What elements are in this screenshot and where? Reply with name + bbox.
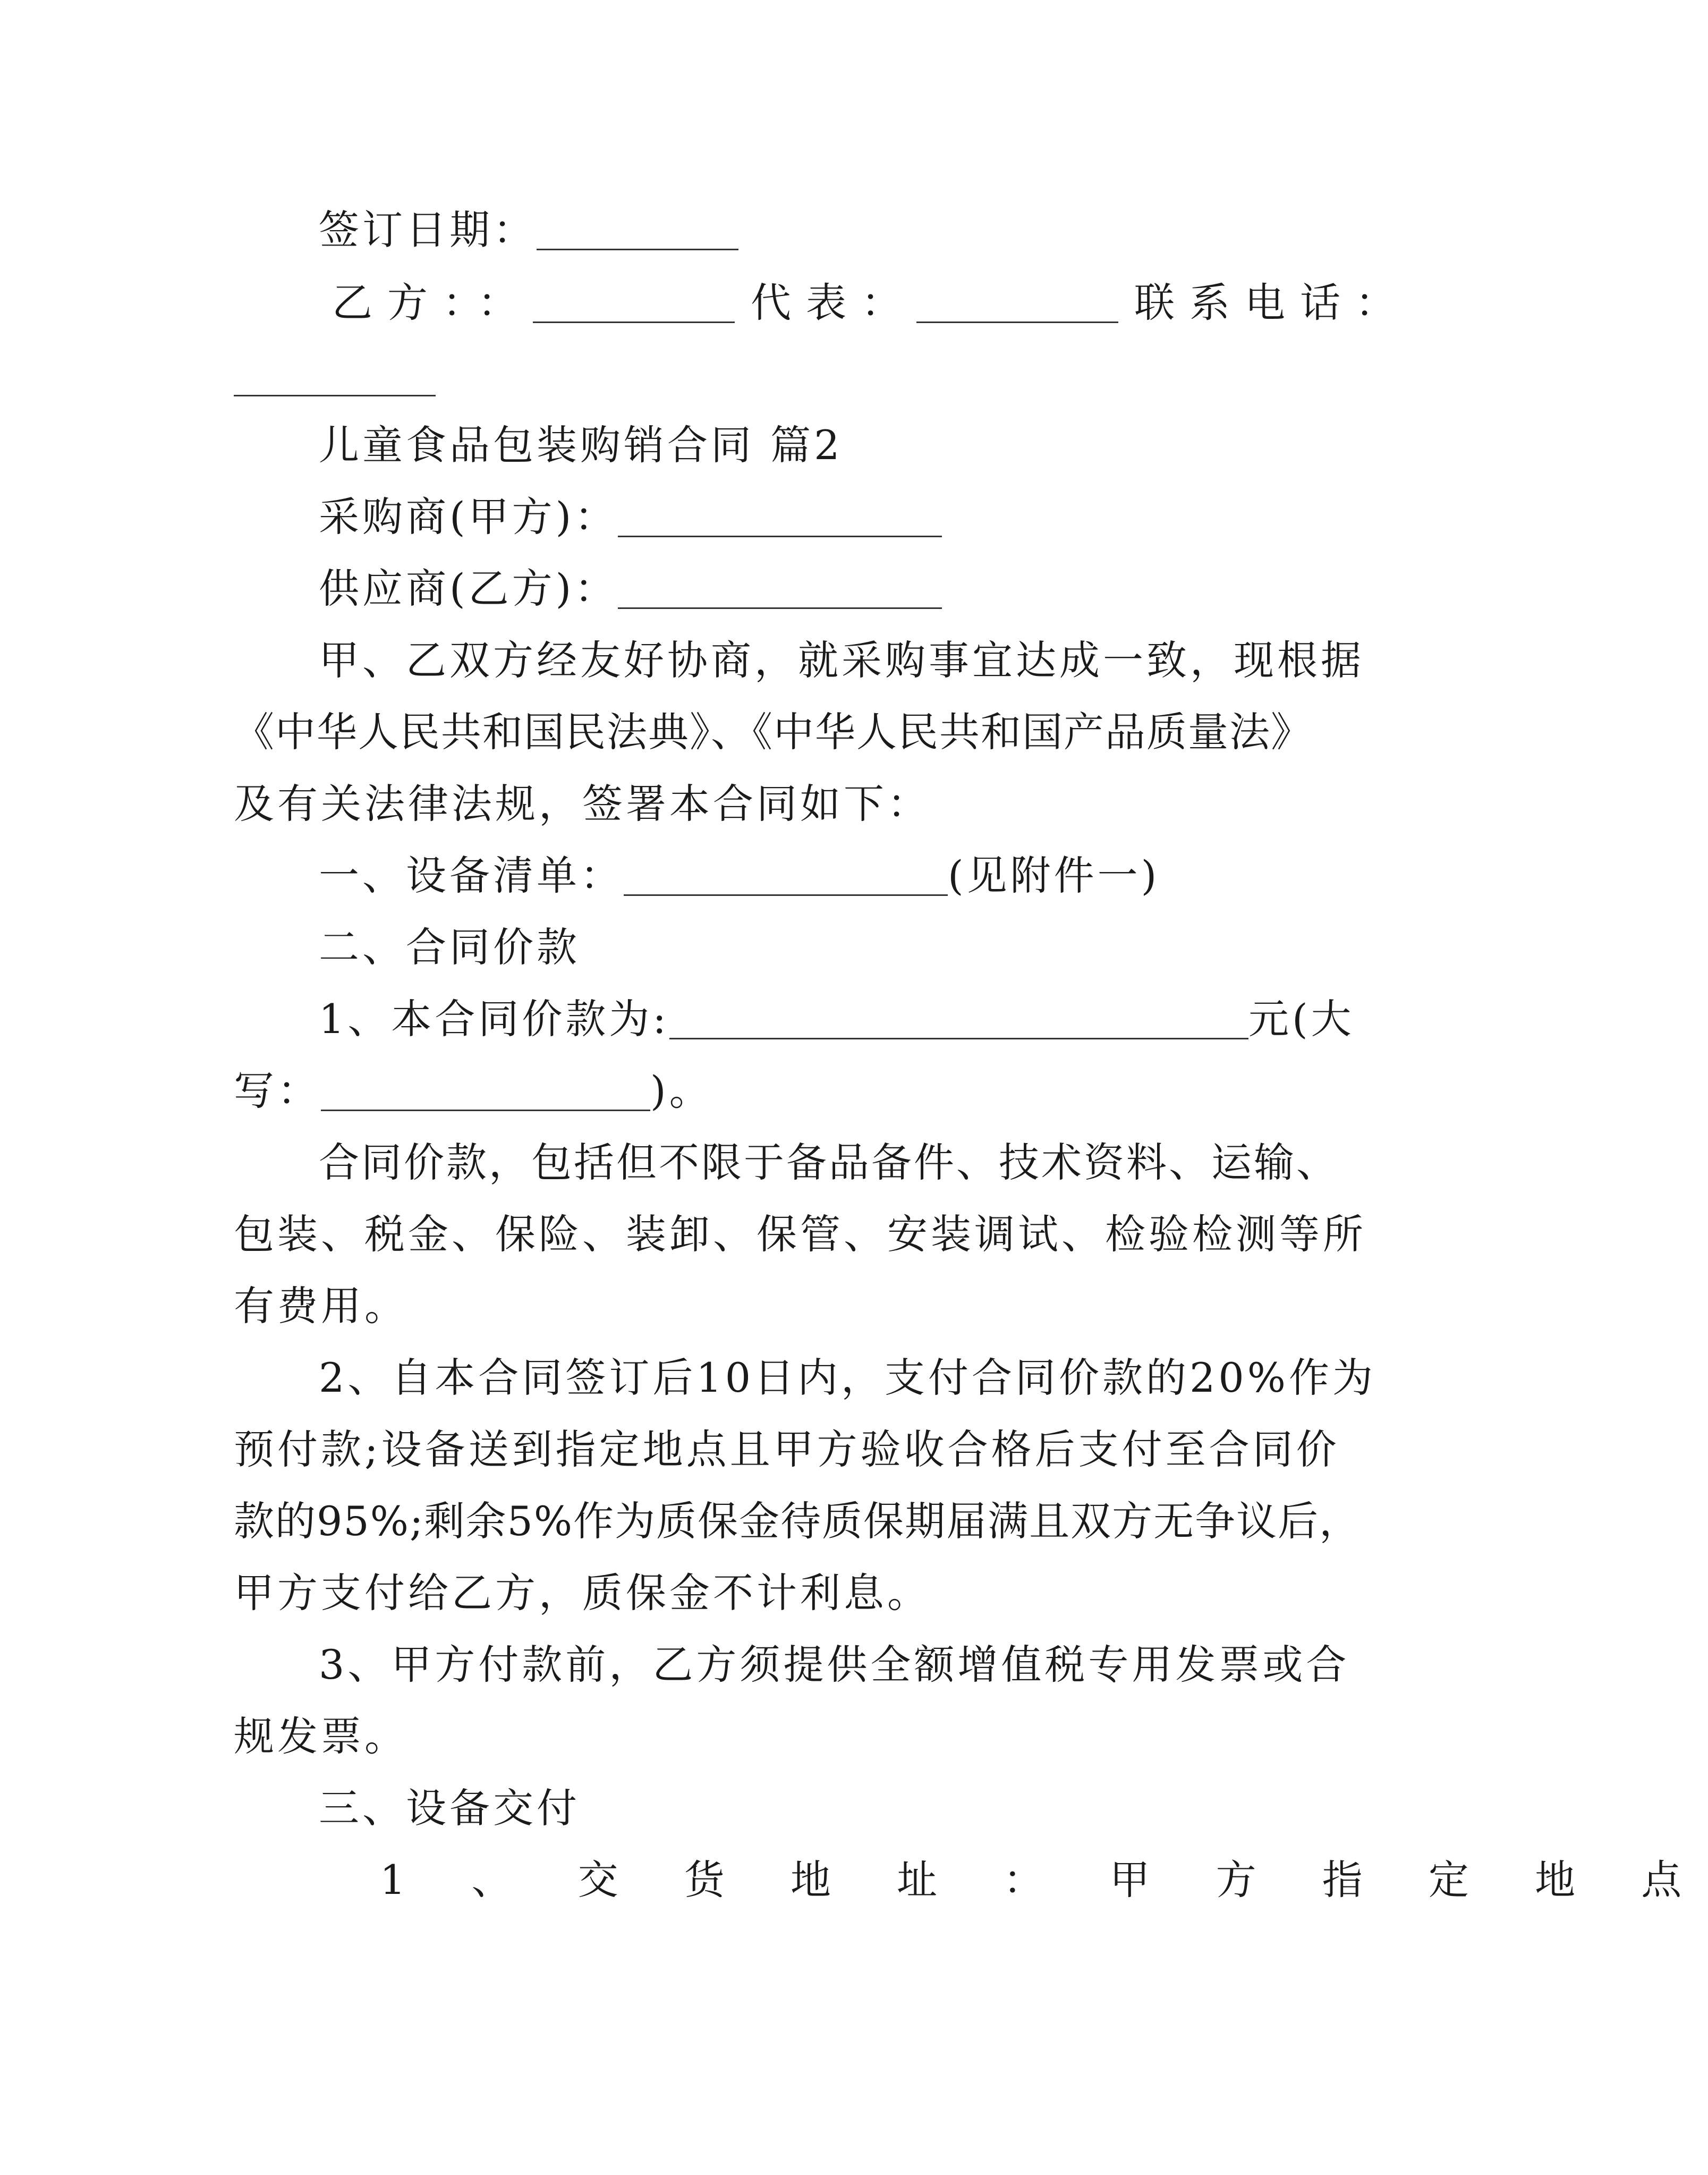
sign-date-blank	[537, 211, 738, 250]
section-1-label: 一、设备清单：	[319, 852, 624, 899]
price-suffix: 元(大	[1248, 995, 1355, 1043]
price-capital-label: 写：	[234, 1067, 321, 1114]
price-scope-line-2: 包装、税金、保险、装卸、保管、安装调试、检验检测等所	[234, 1211, 1366, 1258]
party-b-label: 乙方：：	[332, 279, 533, 326]
section-2-title: 二、合同价款	[319, 924, 580, 971]
price-label: 1、本合同价款为:	[319, 995, 669, 1043]
price-line-2	[234, 1067, 1328, 1114]
party-b-line	[332, 279, 1426, 326]
section-1-suffix: (见附件一)	[948, 852, 1160, 899]
price-capital-blank	[321, 1072, 650, 1111]
section-1-line	[319, 852, 1413, 899]
intro-line-3: 及有关法律法规，签署本合同如下：	[234, 780, 931, 827]
sign-date-label: 签订日期：	[319, 206, 537, 253]
rep-label: 代表：	[751, 279, 916, 326]
intro-line-1: 甲、乙双方经友好协商，就采购事宜达成一致，现根据	[319, 637, 1364, 684]
phone-label: 联系电话：	[1134, 279, 1410, 326]
party-b-blank	[533, 284, 735, 323]
buyer-line	[319, 493, 1413, 540]
delivery-line-1: 1 、 交 货 地 址 ： 甲 方 指 定 地 点	[380, 1856, 1708, 1903]
rep-blank	[916, 284, 1118, 323]
invoice-line-2: 规发票。	[234, 1713, 408, 1760]
price-scope-line-1: 合同价款，包括但不限于备品备件、技术资料、运输、	[319, 1139, 1339, 1186]
invoice-line-1: 3、甲方付款前，乙方须提供全额增值税专用发票或合	[319, 1641, 1350, 1688]
payment-line-2: 预付款;设备送到指定地点且甲方验收合格后支付至合同价	[234, 1426, 1340, 1473]
price-line-1	[319, 995, 1413, 1043]
payment-line-1: 2、自本合同签订后10日内，支付合同价款的20%作为	[319, 1354, 1376, 1401]
price-capital-suffix: )。	[650, 1067, 713, 1114]
price-scope-line-3: 有费用。	[234, 1282, 408, 1330]
equipment-list-blank	[624, 857, 948, 896]
contract-title: 儿童食品包装购销合同 篇2	[319, 421, 843, 469]
supplier-blank	[618, 570, 942, 609]
payment-line-3: 款的95%;剩余5%作为质保金待质保期届满且双方无争议后，	[234, 1497, 1361, 1545]
buyer-label: 采购商(甲方)：	[319, 493, 618, 540]
phone-blank-line	[234, 356, 1328, 396]
buyer-blank	[618, 498, 942, 537]
sign-date-line	[319, 206, 1413, 253]
phone-blank	[234, 358, 436, 396]
price-blank	[669, 1001, 1248, 1039]
supplier-line	[319, 565, 1413, 612]
supplier-label: 供应商(乙方)：	[319, 565, 618, 612]
intro-line-2: 《中华人民共和国民法典》、《中华人民共和国产品质量法》	[234, 708, 1312, 756]
payment-line-4: 甲方支付给乙方，质保金不计利息。	[234, 1569, 931, 1617]
section-3-title: 三、设备交付	[319, 1784, 580, 1832]
